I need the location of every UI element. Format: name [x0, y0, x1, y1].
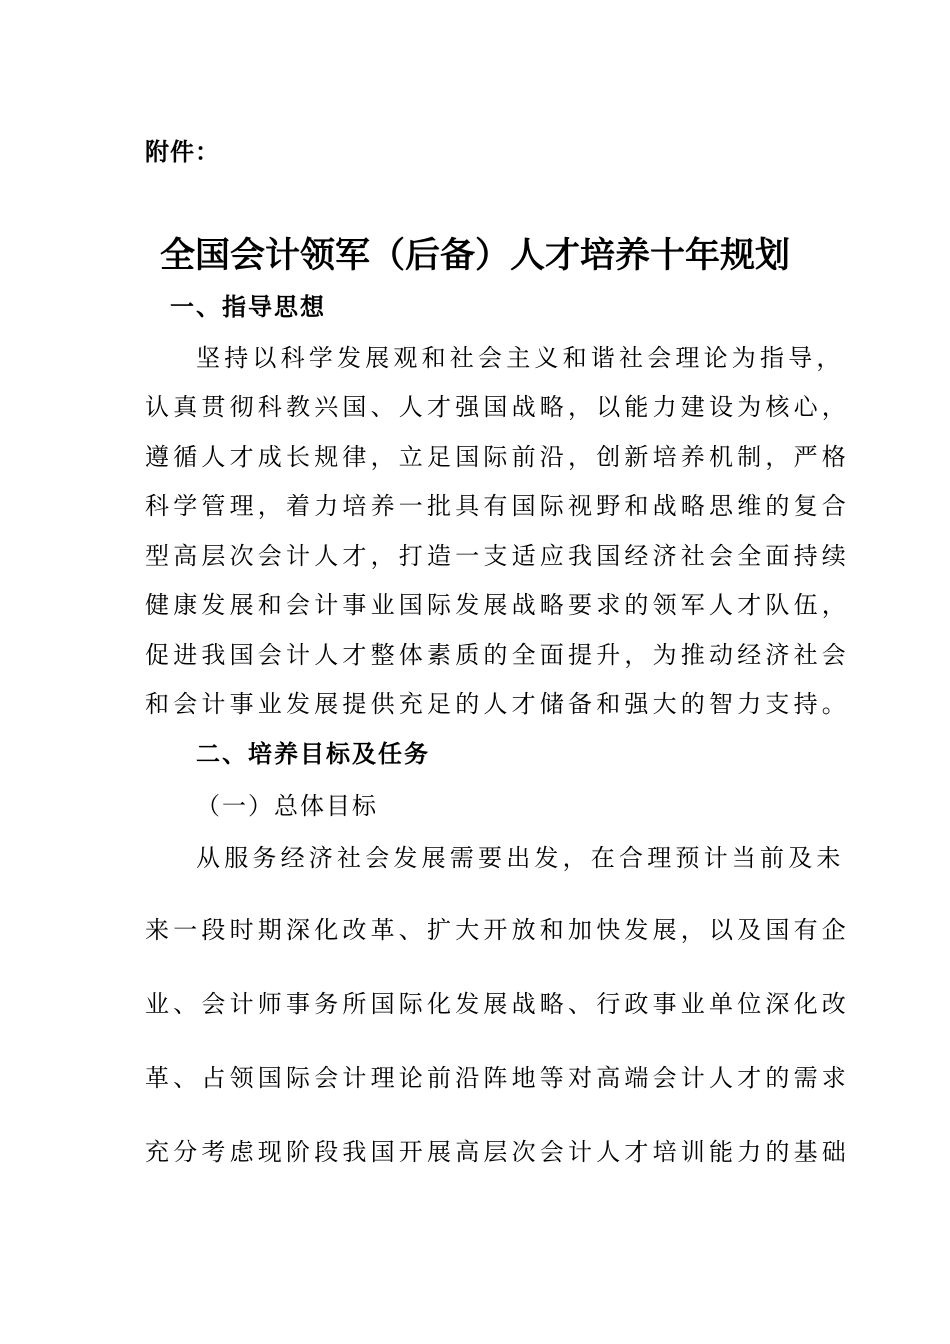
- document-title: 全国会计领军（后备）人才培养十年规划: [159, 235, 790, 276]
- paragraph-line: 遵循人才成长规律，立足国际前沿，创新培养机制，严格: [145, 443, 850, 471]
- paragraph-line: 从服务经济社会发展需要出发，在合理预计当前及未: [196, 844, 845, 872]
- paragraph-line: 促进我国会计人才整体素质的全面提升，为推动经济社会: [145, 641, 850, 669]
- paragraph-line: 革、占领国际会计理论前沿阵地等对高端会计人才的需求: [145, 1064, 850, 1092]
- paragraph-line: 型高层次会计人才，打造一支适应我国经济社会全面持续: [145, 542, 850, 570]
- paragraph-line: 坚持以科学发展观和社会主义和谐社会理论为指导，: [196, 344, 845, 372]
- paragraph-line: 健康发展和会计事业国际发展战略要求的领军人才队伍，: [145, 591, 850, 619]
- section-heading-training-goals: 二、培养目标及任务: [196, 739, 430, 768]
- attachment-label: 附件：: [145, 137, 220, 166]
- paragraph-line: 来一段时期深化改革、扩大开放和加快发展，以及国有企: [145, 916, 850, 944]
- paragraph-line: 科学管理，着力培养一批具有国际视野和战略思维的复合: [145, 492, 850, 520]
- paragraph-line: 和会计事业发展提供充足的人才储备和强大的智力支持。: [145, 690, 850, 718]
- subsection-heading-overall-goal: （一）总体目标: [196, 792, 378, 820]
- paragraph-line: 认真贯彻科教兴国、人才强国战略，以能力建设为核心，: [145, 393, 850, 421]
- paragraph-line: 业、会计师事务所国际化发展战略、行政事业单位深化改: [145, 990, 850, 1018]
- section-heading-guiding-ideology: 一、指导思想: [170, 292, 326, 321]
- paragraph-line: 充分考虑现阶段我国开展高层次会计人才培训能力的基础: [145, 1138, 850, 1166]
